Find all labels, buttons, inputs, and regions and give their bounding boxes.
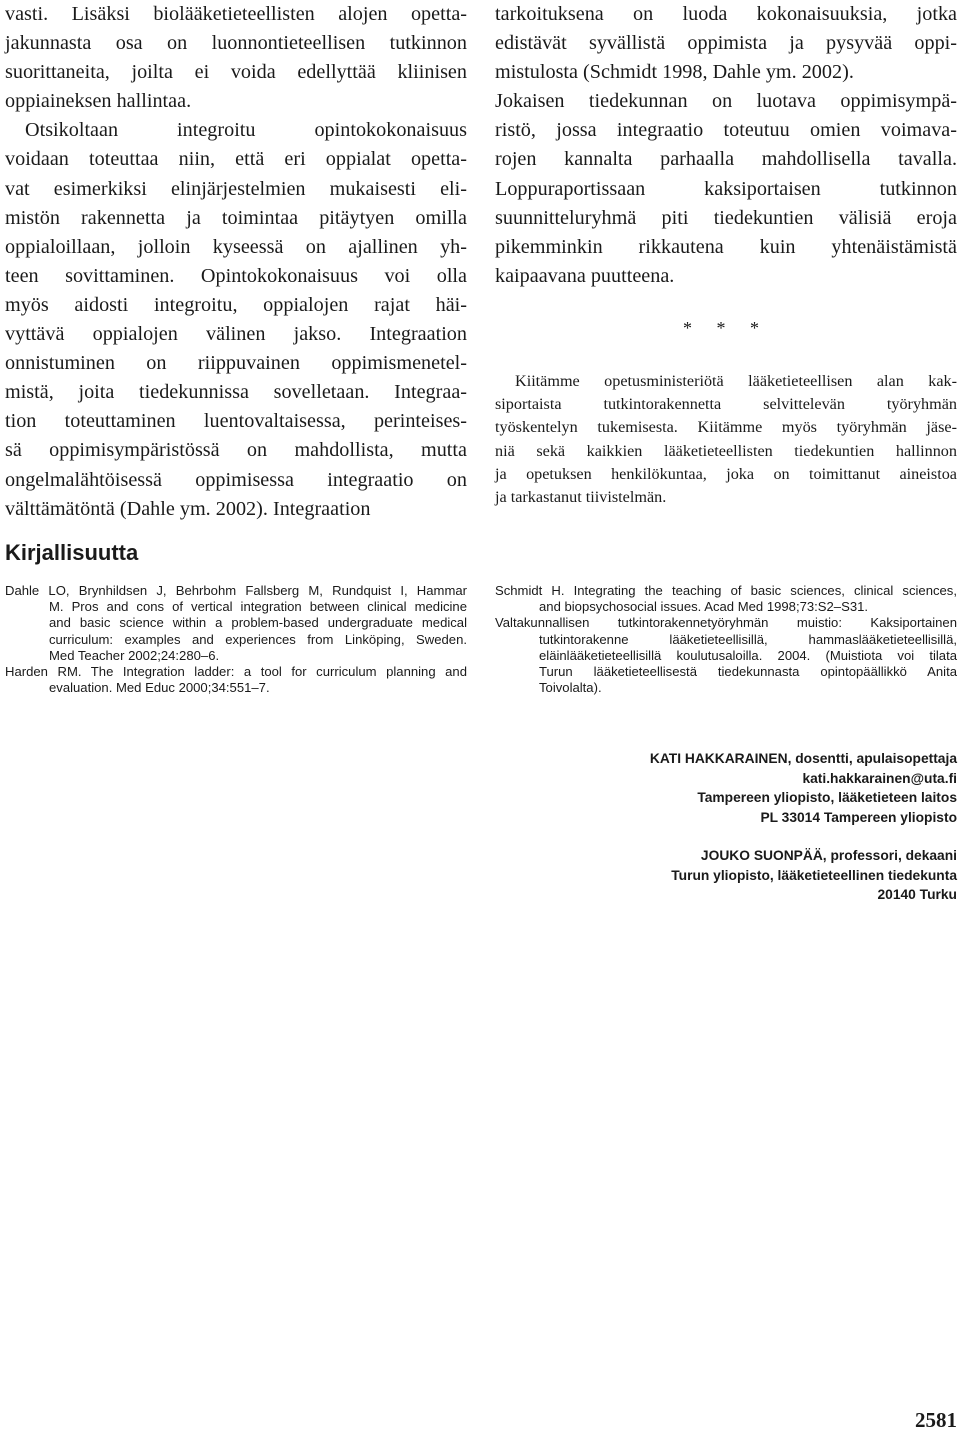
text-line: suunnitteluryhmä piti tiedekuntien välisiä eroja (495, 206, 957, 229)
author-line: PL 33014 Tampereen yliopisto (760, 809, 957, 825)
reference-entry (5, 583, 467, 664)
text-line: Jokaisen tiedekunnan on luotava oppimisympä- (495, 90, 957, 113)
text-line: sä oppimisympäristössä on mahdollista, mutta (5, 439, 467, 462)
reference-line: Dahle LO, Brynhildsen J, Behrbohm Fallsberg M, Rundquist I, Hammar (5, 583, 467, 598)
author-line: 20140 Turku (877, 887, 957, 903)
reference-line: eläinlääketieteellisillä koulutusaloilla. 2004. (Muistiota voi tilata (539, 647, 957, 663)
author-line: JOUKO SUONPÄÄ, professori, dekaani (700, 848, 957, 863)
acknowledgement-line: siportaista tutkintorakennetta selvittelevän työryhmän (495, 395, 957, 414)
text-line: mistön rakennetta ja toimintaa pitäytyen omilla (5, 206, 467, 229)
page-number: 2581 (915, 1408, 957, 1432)
text-line: Otsikoltaan integroitu opintokokonaisuus (25, 119, 467, 142)
reference-line: Turun lääketieteellisestä tiedekunnasta opintopäällikkö Anita (539, 663, 957, 679)
reference-entry (495, 583, 957, 615)
acknowledgement-line: niä sekä kaikkien lääketieteellisten tiedekuntien hallinnon (495, 441, 957, 460)
reference-line: curriculum: examples and experiences from Linköping, Sweden. (49, 631, 467, 647)
reference-line: Toivolalta). (539, 680, 602, 696)
text-line: mistulosta (Schmidt 1998, Dahle ym. 2002). (495, 61, 854, 84)
references-right-column (495, 583, 957, 696)
text-line: teen sovittaminen. Opintokokonaisuus voi olla (5, 264, 467, 287)
reference-line: M. Pros and cons of vertical integration between clinical medicine (49, 599, 467, 615)
author-affiliation-1 (487, 749, 957, 827)
author-affiliation-2 (487, 846, 957, 905)
reference-entry (495, 615, 957, 696)
acknowledgement-line: työskentelyn tukemisesta. Kiitämme myös työryhmän jäse- (495, 418, 957, 437)
body-text-left-column (5, 0, 467, 524)
author-line: kati.hakkarainen@uta.fi (802, 770, 957, 786)
text-line: oppialoillaan, jolloin kyseessä on ajallinen yh- (5, 235, 467, 258)
text-line: kaipaavana puutteena. (495, 264, 675, 287)
reference-line: Schmidt H. Integrating the teaching of basic sciences, clinical sciences, (495, 583, 957, 598)
text-line: vyttävä oppialojen välinen jakso. Integraation (5, 323, 467, 346)
reference-line: evaluation. Med Educ 2000;34:551–7. (49, 680, 270, 696)
reference-line: and basic science within a problem-based undergraduate medical (49, 615, 467, 631)
text-line: välttämätöntä (Dahle ym. 2002). Integraation (5, 497, 371, 520)
text-line: vasti. Lisäksi biolääketieteellisten alojen opetta- (5, 3, 467, 25)
text-line: oppiaineksen hallintaa. (5, 90, 192, 113)
text-line: suorittaneita, joilta ei voida edellyttää kliinisen (5, 61, 467, 84)
text-line: mistä, joita tiedekunnissa sovelletaan. Integraa- (5, 381, 467, 404)
text-line: jakunnasta osa on luonnontieteellisen tutkinnon (5, 32, 467, 55)
reference-line: Harden RM. The Integration ladder: a tool for curriculum planning and (5, 663, 467, 679)
text-line: edistävät syvällistä oppimista ja pysyvää oppi- (495, 32, 957, 55)
reference-line: tutkintorakenne lääketieteellisillä, hammaslääketieteellisillä, (539, 631, 957, 647)
author-line: KATI HAKKARAINEN, dosentti, apulaisopettaja (649, 751, 957, 766)
text-line: Loppuraportissaan kaksiportaisen tutkinnon (495, 177, 957, 200)
text-line: rojen kannalta parhaalla mahdollisella tavalla. (495, 148, 957, 171)
author-line: Tampereen yliopisto, lääketieteen laitos (697, 790, 957, 806)
text-line: vat esimerkiksi elinjärjestelmien mukaisesti eli- (5, 177, 467, 200)
author-line: Turun yliopisto, lääketieteellinen tiedekunta (671, 867, 957, 883)
text-line: pikemminkin rikkautena kuin yhtenäistämistä (495, 235, 957, 258)
references-heading: Kirjallisuutta (5, 540, 139, 565)
reference-line: and biopsychosocial issues. Acad Med 1998;73:S2–S31. (539, 599, 869, 615)
text-line: myös aidosti integroitu, oppialojen rajat häi- (5, 293, 467, 316)
reference-line: Med Teacher 2002;24:280–6. (49, 647, 220, 663)
section-divider: * * * (683, 318, 769, 338)
body-text-right-column (495, 0, 957, 291)
reference-line: Valtakunnallisen tutkintorakennetyöryhmän muistio: Kaksiportainen (495, 615, 957, 631)
text-line: tarkoituksena on luoda kokonaisuuksia, jotka (495, 3, 957, 25)
acknowledgement-line: ja opetuksen henkilökuntaa, joka on toimittanut aineistoa (495, 464, 957, 483)
acknowledgement-line: ja tarkastanut tiivistelmän. (495, 487, 667, 506)
acknowledgement-line: Kiitämme opetusministeriötä lääketieteellisen alan kak- (515, 372, 957, 390)
reference-entry (5, 664, 467, 696)
text-line: ristö, jossa integraatio toteutuu omien voimava- (495, 119, 957, 142)
text-line: tion toteuttaminen luentovaltaisessa, perinteises- (5, 410, 467, 433)
text-line: voidaan toteuttaa niin, että eri oppialat opetta- (5, 148, 467, 171)
text-line: ongelmalähtöisessä oppimisessa integraatio on (5, 468, 467, 491)
acknowledgement (495, 370, 957, 509)
text-line: onnistuminen on riippuvainen oppimismenetel- (5, 352, 467, 375)
references-left-column (5, 583, 467, 696)
